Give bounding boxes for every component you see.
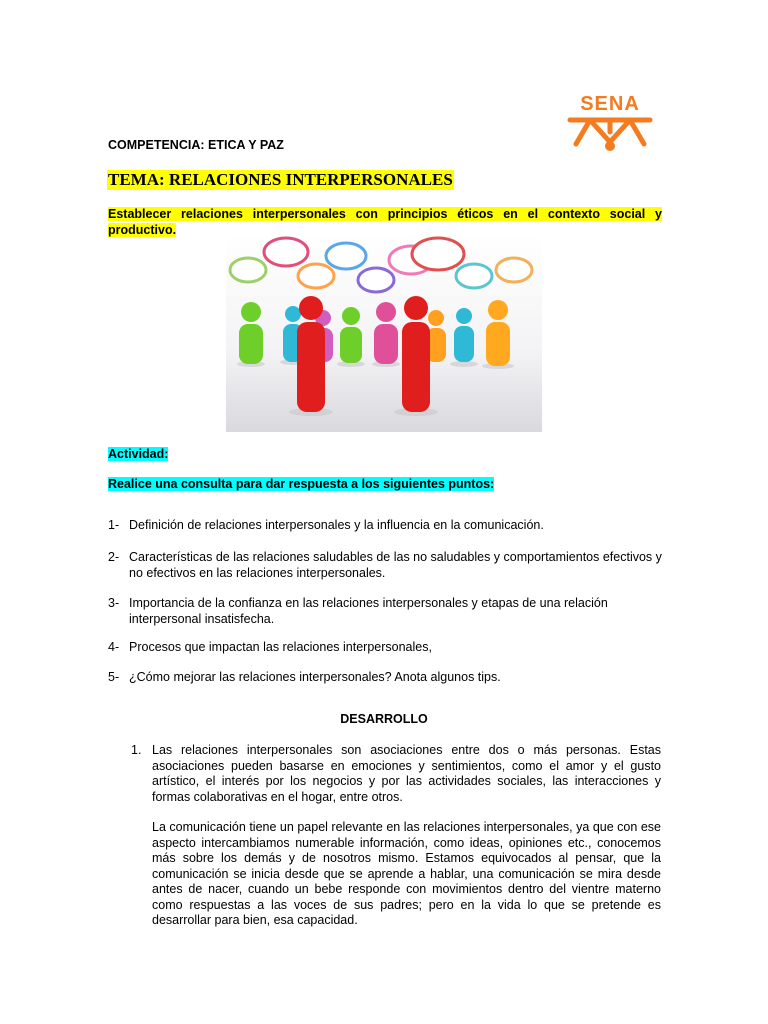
development-paragraph: Las relaciones interpersonales son asociaciones entre dos o más personas. Estas asociaciones pueden basarse en emociones y sentimientos, como el amor y el gusto artístico, el interés por los negocios y por las actividades sociales, las interacciones y formas colaborativas en el hogar, entre otros. bbox=[152, 743, 661, 804]
question-text: Procesos que impactan las relaciones interpersonales, bbox=[129, 640, 432, 654]
list-item bbox=[108, 550, 668, 581]
sena-logo-text: SENA bbox=[580, 93, 640, 115]
development-item bbox=[131, 743, 661, 929]
tema-title: TEMA: RELACIONES INTERPERSONALES bbox=[108, 170, 453, 189]
question-number: 5- bbox=[108, 670, 120, 684]
sena-logo bbox=[566, 92, 654, 154]
list-item bbox=[108, 518, 668, 534]
question-number: 2- bbox=[108, 550, 120, 564]
activity-title bbox=[108, 446, 168, 462]
question-number: 1- bbox=[108, 518, 120, 532]
question-text: Definición de relaciones interpersonales y la influencia en la comunicación. bbox=[129, 518, 544, 532]
development-title: DESARROLLO bbox=[340, 712, 428, 726]
people-speech-bubbles-image bbox=[226, 234, 542, 432]
activity-instruction bbox=[108, 476, 494, 492]
question-number: 4- bbox=[108, 640, 120, 654]
objective-highlight: Establecer relaciones interpersonales con principios éticos en el contexto social y productivo. bbox=[108, 207, 662, 237]
list-item bbox=[108, 596, 668, 627]
question-text: ¿Cómo mejorar las relaciones interpersonales? Anota algunos tips. bbox=[129, 670, 501, 684]
question-text: Importancia de la confianza en las relaciones interpersonales y etapas de una relación interpersonal insatisfecha. bbox=[129, 596, 608, 626]
development-item-number: 1. bbox=[131, 743, 142, 757]
list-item bbox=[108, 670, 668, 686]
development-paragraph: La comunicación tiene un papel relevante en las relaciones interpersonales, ya que con ese aspecto intercambiamos numerable información, como ideas, opiniones etc., conocemos más sobre los demás y de nosotros mismo. Estamos equivocados al pensar, que la comunicación se inicia desde que se aprende a hablar, una comunicación se mira desde antes de nacer, cuando un bebe responde con movimientos dentro del vientre materno como respuestas a las voces de sus padres; pero en la vida lo que se pretende es desarrollar para bien, esa capacidad. bbox=[152, 820, 661, 927]
question-number: 3- bbox=[108, 596, 120, 610]
activity-title-text: Actividad: bbox=[108, 447, 169, 461]
activity-instruction-text: Realice una consulta para dar respuesta a los siguientes puntos: bbox=[108, 477, 495, 491]
list-item bbox=[108, 640, 668, 656]
competencia-label: COMPETENCIA: ETICA Y PAZ bbox=[108, 138, 284, 152]
question-text: Características de las relaciones saludables de las no saludables y comportamientos efectivos y no efectivos en las relaciones interpersonales. bbox=[129, 550, 662, 580]
